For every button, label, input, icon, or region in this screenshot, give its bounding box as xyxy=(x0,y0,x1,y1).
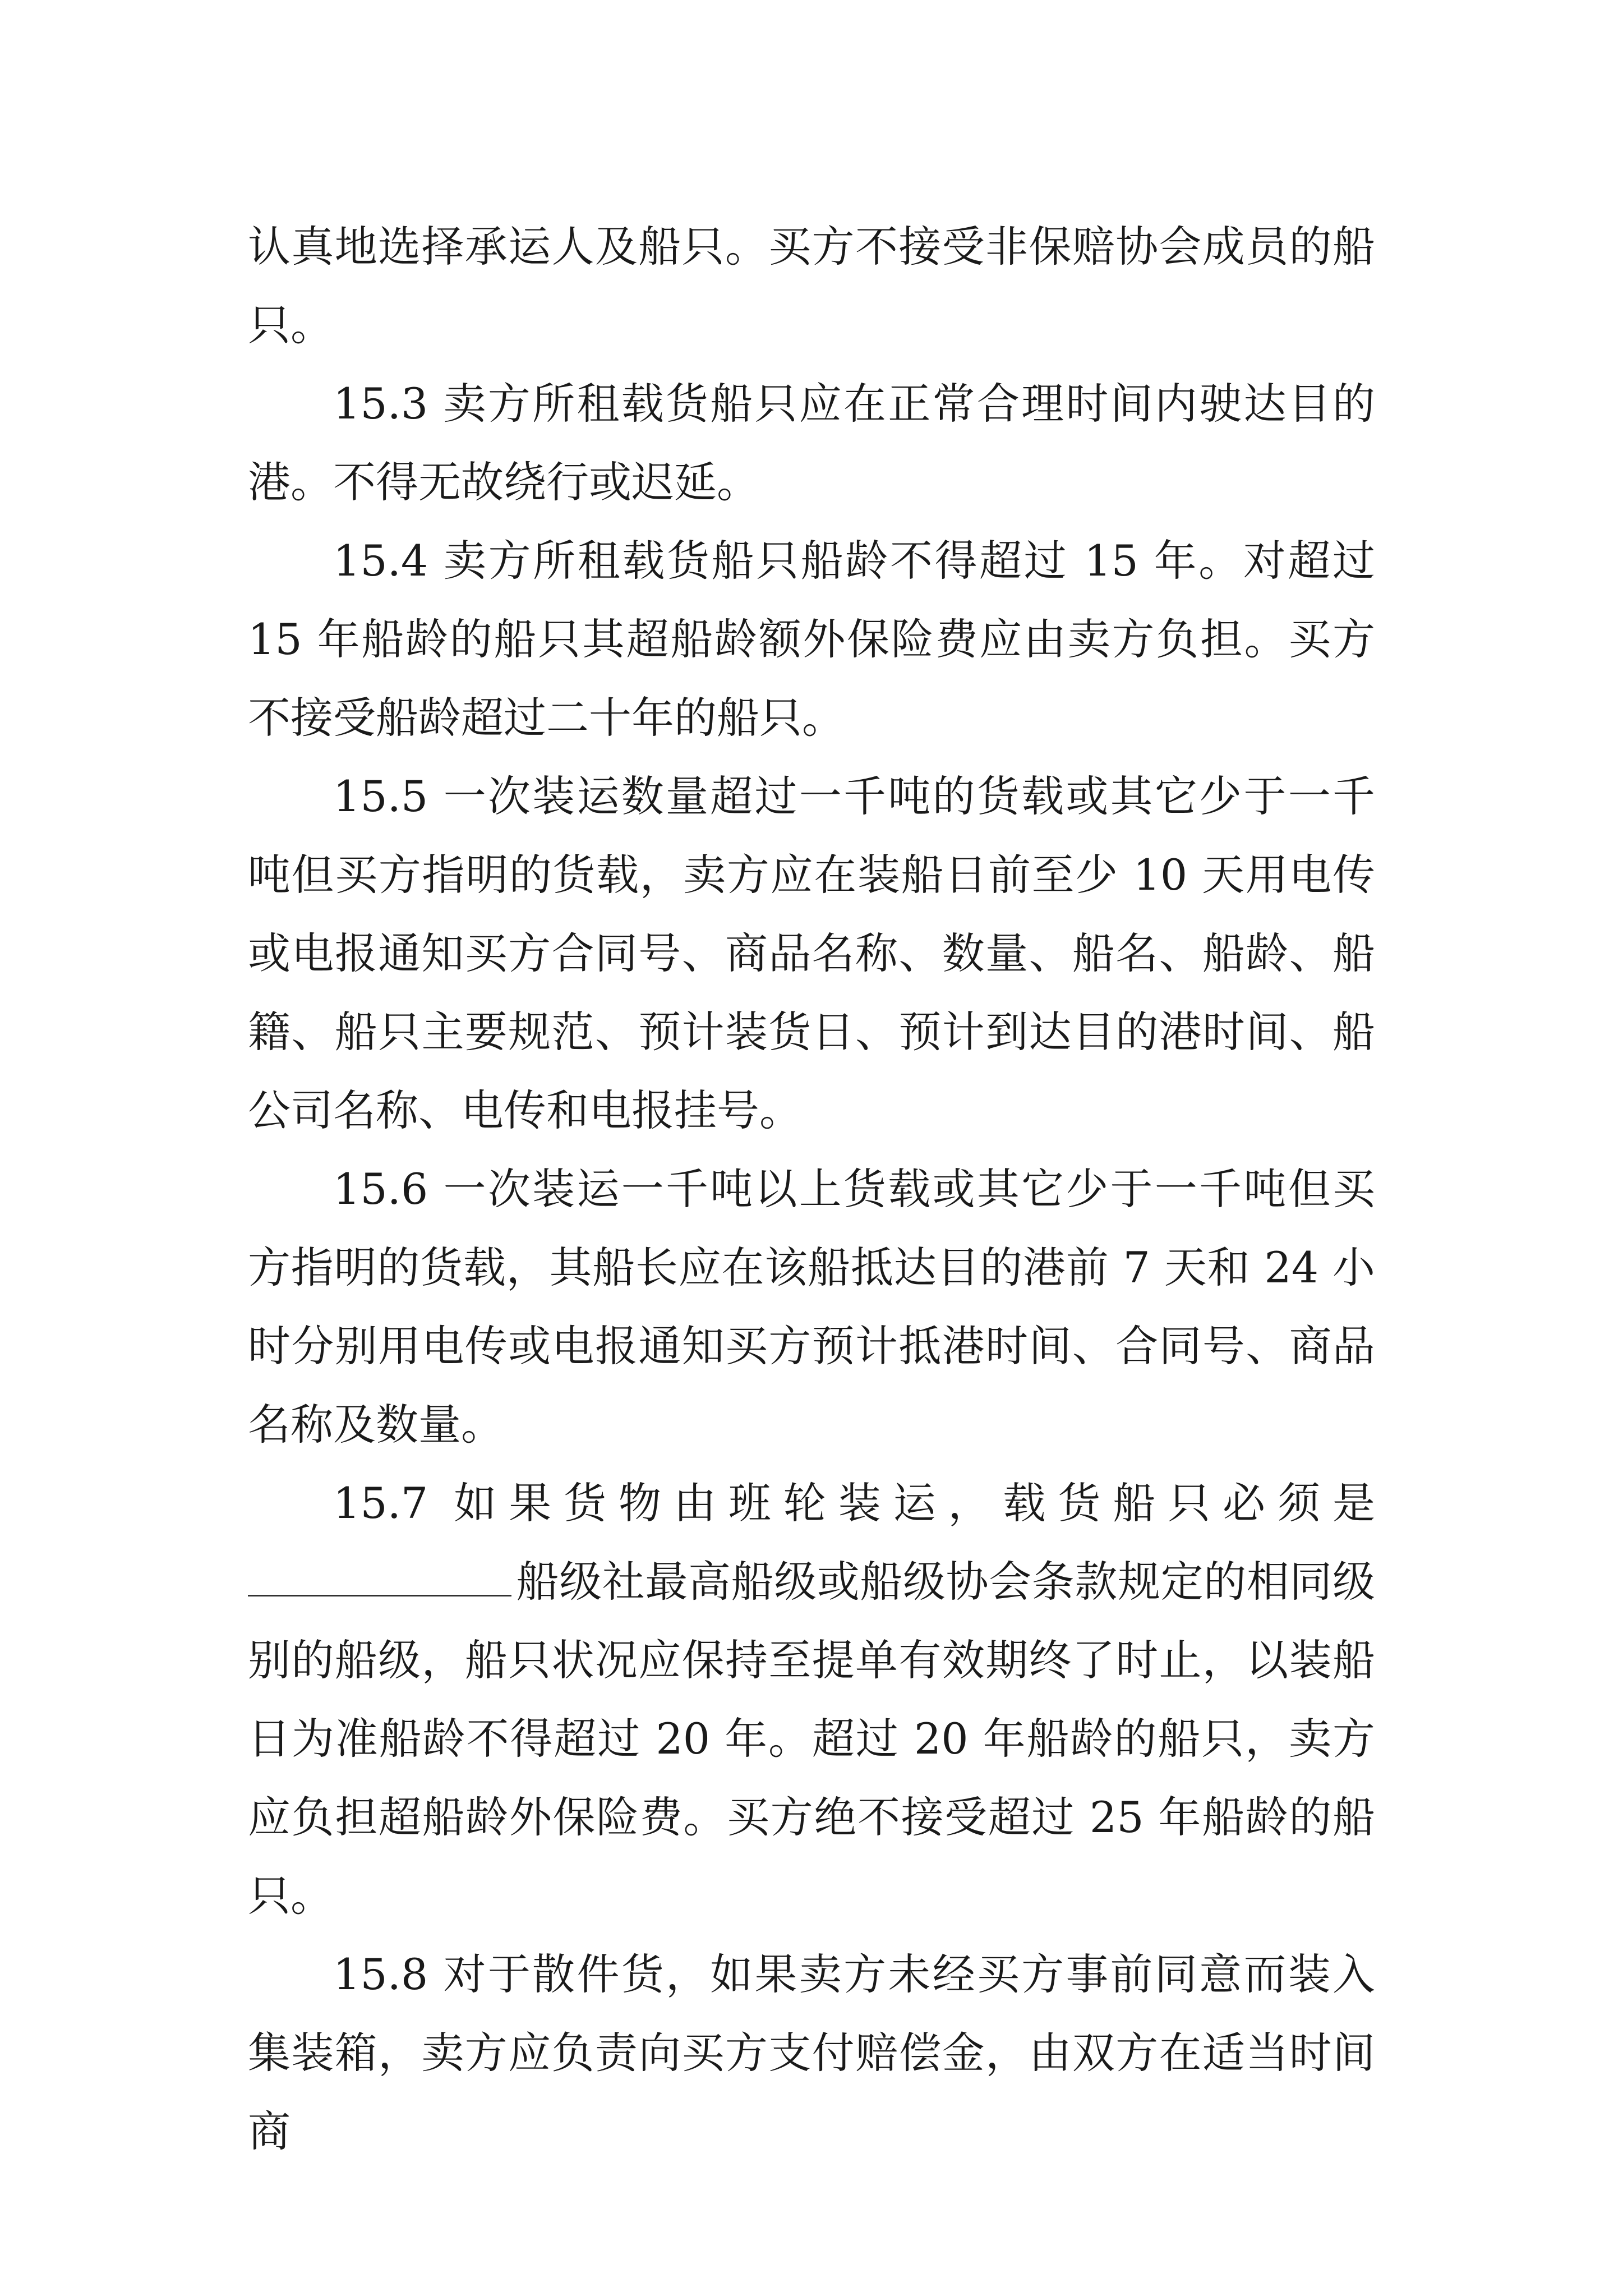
paragraph-15-4: 15.4 卖方所租载货船只船龄不得超过 15 年。对超过 15 年船龄的船只其超船龄额外保险费应由卖方负担。买方不接受船龄超过二十年的船只。 xyxy=(248,536,1375,743)
paragraph-15-3: 15.3 卖方所租载货船只应在正常合理时间内驶达目的港。不得无故绕行或迟延。 xyxy=(248,379,1375,507)
paragraph-15-7-lead: 15.7 如果货物由班轮装运，载货船只必须是 xyxy=(333,1478,1375,1528)
paragraph-15-7-rest: 船级社最高船级或船级协会条款规定的相同级别的船级，船只状况应保持至提单有效期终了时止，以装船日为准船龄不得超过 20 年。超过 20 年船龄的船只，卖方应负担超船龄外保险费。买方绝不接受超过 25 年船龄的船只。 xyxy=(248,1557,1375,1921)
fill-in-blank-line xyxy=(248,1550,511,1596)
document-body xyxy=(248,208,1375,2171)
paragraph-15-6: 15.6 一次装运一千吨以上货载或其它少于一千吨但买方指明的货载，其船长应在该船抵达目的港前 7 天和 24 小时分别用电传或电报通知买方预计抵港时间、合同号、商品名称及数量。 xyxy=(248,1164,1375,1450)
paragraph-15-7 xyxy=(248,1464,1375,1935)
paragraph-15-8: 15.8 对于散件货，如果卖方未经买方事前同意而装入集装箱，卖方应负责向买方支付赔偿金，由双方在适当时间商 xyxy=(248,1949,1375,2156)
paragraph-15-2-continued: 认真地选择承运人及船只。买方不接受非保赔协会成员的船只。 xyxy=(248,222,1375,350)
paragraph-15-5: 15.5 一次装运数量超过一千吨的货载或其它少于一千吨但买方指明的货载，卖方应在装船日前至少 10 天用电传或电报通知买方合同号、商品名称、数量、船名、船龄、船籍、船只主要规范、预计装货日、预计到达目的港时间、船公司名称、电传和电报挂号。 xyxy=(248,771,1375,1135)
